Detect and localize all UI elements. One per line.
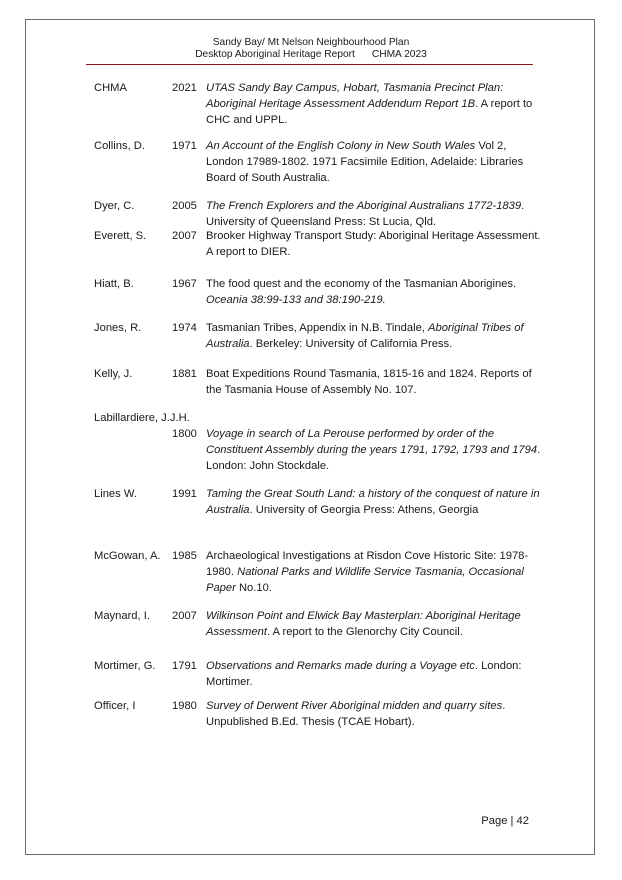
citation-text: Brooker Highway Transport Study: Aboriginal Heritage Assessment. A report to DIER.: [206, 230, 541, 258]
reference-year: 1974: [172, 322, 197, 334]
citation-text: . Unpublished B.Ed. Thesis (TCAE Hobart).: [206, 700, 506, 728]
citation-text: No.10.: [235, 582, 272, 594]
reference-author: McGowan, A.: [94, 550, 161, 562]
citation-text: Tasmanian Tribes, Appendix in N.B. Tindale,: [206, 322, 429, 334]
reference-author: Everett, S.: [94, 230, 147, 242]
reference-entry: [94, 198, 544, 230]
reference-author: Lines W.: [94, 488, 137, 500]
reference-author: Mortimer, G.: [94, 660, 156, 672]
citation-title: The French Explorers and the Aboriginal Australians 1772-1839: [206, 200, 522, 212]
reference-year: 1971: [172, 140, 197, 152]
reference-entry: [94, 698, 544, 730]
reference-entry: [94, 366, 544, 398]
reference-citation: [206, 366, 544, 398]
reference-entry: [94, 276, 544, 308]
citation-title: UTAS Sandy Bay Campus, Hobart, Tasmania Precinct Plan: Aboriginal Heritage Assessment Addendum Report 1B: [206, 82, 504, 110]
page-number: Page | 42: [481, 815, 529, 827]
reference-entry: [94, 138, 544, 186]
citation-title: Oceania 38:99-133 and 38:190-219.: [206, 294, 386, 306]
citation-text: . A report to the Glenorchy City Council.: [266, 626, 463, 638]
reference-citation: [206, 228, 544, 260]
citation-text: Vol 2, London 17989-1802. 1971 Facsimile Edition, Adelaide: Libraries Board of South Australia.: [206, 140, 524, 184]
reference-citation: [206, 138, 544, 186]
reference-year: 1980: [172, 700, 197, 712]
reference-entry: [94, 410, 544, 474]
reference-author: Kelly, J.: [94, 368, 133, 380]
reference-citation: [206, 548, 544, 596]
reference-citation: [206, 426, 544, 474]
citation-text: Archaeological Investigations at Risdon Cove Historic Site: 1978-1980.: [206, 550, 529, 578]
reference-author: Hiatt, B.: [94, 278, 134, 290]
citation-title: Survey of Derwent River Aboriginal midden and quarry sites: [206, 700, 503, 712]
reference-citation: [206, 80, 544, 128]
reference-entry: [94, 608, 544, 640]
reference-author: Maynard, I.: [94, 610, 150, 622]
reference-year: 2021: [172, 82, 197, 94]
citation-text: The food quest and the economy of the Tasmanian Aborigines.: [206, 278, 517, 290]
reference-year: 2007: [172, 610, 197, 622]
citation-text: . A report to CHC and UPPL.: [206, 98, 533, 126]
citation-text: . London: Mortimer.: [206, 660, 522, 688]
reference-author: CHMA: [94, 82, 127, 94]
reference-citation: [206, 658, 544, 690]
reference-citation: [206, 276, 544, 308]
reference-entry: [94, 80, 544, 128]
reference-entry: [94, 320, 544, 352]
citation-text: . London: John Stockdale.: [206, 444, 541, 472]
reference-year: 1985: [172, 550, 197, 562]
reference-citation: [206, 198, 544, 230]
reference-year: 1881: [172, 368, 197, 380]
header-rule: [86, 64, 533, 65]
reference-year: 2005: [172, 200, 197, 212]
header-title: Sandy Bay/ Mt Nelson Neighbourhood Plan: [212, 37, 410, 48]
citation-text: . Berkeley: University of California Press.: [249, 338, 453, 350]
reference-citation: [206, 698, 544, 730]
reference-author: Officer, I: [94, 700, 136, 712]
reference-year: 1800: [172, 428, 197, 440]
citation-title: An Account of the English Colony in New South Wales: [206, 140, 476, 152]
citation-title: Taming the Great South Land: a history of the conquest of nature in Australia: [206, 488, 540, 516]
reference-citation: [206, 486, 544, 518]
citation-title: Voyage in search of La Perouse performed by order of the Constituent Assembly during the years 1791, 1792, 1793 and 1794: [206, 428, 538, 456]
citation-text: . University of Georgia Press: Athens, Georgia: [249, 504, 479, 516]
citation-title: Observations and Remarks made during a Voyage etc: [206, 660, 475, 672]
reference-entry: [94, 658, 544, 690]
reference-author: Collins, D.: [94, 140, 145, 152]
reference-author: Labillardiere, J.J.H.: [94, 412, 190, 424]
reference-entry: [94, 228, 544, 260]
reference-year: 2007: [172, 230, 197, 242]
header-subtitle: Desktop Aboriginal Heritage Report CHMA 2023: [195, 49, 427, 60]
reference-year: 1991: [172, 488, 197, 500]
reference-year: 1791: [172, 660, 197, 672]
reference-author: Dyer, C.: [94, 200, 135, 212]
reference-year: 1967: [172, 278, 197, 290]
running-header: [0, 37, 622, 61]
citation-title: Wilkinson Point and Elwick Bay Masterplan: Aboriginal Heritage Assessment: [206, 610, 521, 638]
citation-title: Aboriginal Tribes of Australia: [206, 322, 524, 350]
citation-text: . University of Queensland Press: St Lucia, Qld.: [206, 200, 525, 228]
citation-title: National Parks and Wildlife Service Tasmania, Occasional Paper: [206, 566, 524, 594]
citation-text: Boat Expeditions Round Tasmania, 1815-16 and 1824. Reports of the Tasmania House of Assembly No. 107.: [206, 368, 532, 396]
reference-citation: [206, 608, 544, 640]
reference-entry: [94, 486, 544, 518]
reference-citation: [206, 320, 544, 352]
reference-author: Jones, R.: [94, 322, 142, 334]
reference-entry: [94, 548, 544, 596]
